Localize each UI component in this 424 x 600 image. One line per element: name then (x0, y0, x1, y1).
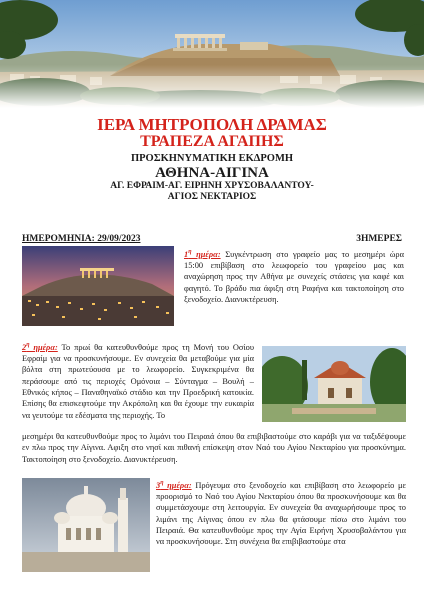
trip-duration: 3ΗΜΕΡΕΣ (356, 234, 402, 244)
day-2-text-a: Το πρωί θα κατευθυνθούμε προς τη Μονή του Οσίου Εφραίμ για να προσκυνήσουμε. Εν συνεχεία θα μεταβούμε για μία βόλτα στη πρωτεύουσα με το λεωφορείο. Συγκεκριμένα θα περάσουμε από τις περιοχές Ομόνοια – Σύνταγμα – Βουλή – Εθνικός κήπος – Παναθηναϊκό στάδιο και την Προεδρική κατοικία. Επίσης θα επισκεφτούμε την Ακρόπολη και θα έχουμε την ευκαιρία να γευτούμε τα εδέσματα της περιοχής. Το (22, 342, 254, 420)
day-1-paragraph (184, 247, 404, 305)
day-2-paragraph (22, 340, 254, 421)
title-metropolis: ΙΕΡΑ ΜΗΤΡΟΠΟΛΗ ΔΡΑΜΑΣ (97, 115, 327, 134)
day-1-label: $1^\eta$ ημέρα: (184, 249, 221, 259)
subtitle-trip-type: ΠΡΟΣΚΗΝΥΜΑΤΙΚΗ ΕΚΔΡΟΜΗ (130, 153, 294, 164)
day-2-label: $2^\eta$ ημέρα: (22, 342, 58, 352)
title-block (0, 116, 424, 203)
subtitle-saints-1: ΑΓ. ΕΦΡΑΙΜ-ΑΓ. ΕΙΡΗΝΗ ΧΡΥΣΟΒΑΛΑΝΤΟΥ- (110, 181, 314, 191)
saint-nektarios-church-photo (22, 478, 150, 572)
date-line (22, 234, 402, 244)
day-3-label: $3^\eta$ ημέρα: (156, 480, 192, 490)
header-banner-acropolis (0, 0, 424, 108)
day-3-text: Πρόγευμα στο ξενοδοχείο και επιβίβαση στο λεωφορείο με προορισμό το Ναό του Αγίου Νεκταρίου όπου θα προσκυνήσουμε και θα συμμετάσχουμε στη λειτουργία. Εν συνεχεία θα αναχωρήσουμε προς το λιμάνι της Αίγινας όπου εν πλω θα φτάσουμε πίσω στο λιμάνι του Πειραιά. Θα κατευθυνθούμε προς την Αγία Ειρήνη Χρυσοβαλάντου για να προσκυνήσουμε. Στη συνέχεια θα επιβιβαστούμε στα (156, 480, 407, 547)
day-3-paragraph (156, 478, 406, 548)
day-2-paragraph-continued (22, 431, 406, 465)
subtitle-saints-2: ΑΓΙΟΣ ΝΕΚΤΑΡΙΟΣ (167, 192, 257, 202)
trip-date: ΗΜΕΡΟΜΗΝΙΑ: 29/09/2023 (22, 234, 141, 244)
day-1-text: Συγκέντρωση στο γραφείο μας το μεσημέρι ώρα 15:00 επιβίβαση στο λεωφορείο του γραφείου μας και αναχώρηση προς την Αθήνα με συνεχείς στάσεις για καφέ και φαγητό. Το βράδυ πια άφιξη στη Ραφήνα και τακτοποίηση στο ξενοδοχείο. Διανυκτέρευση. (184, 249, 404, 304)
title-trapeza: ΤΡΑΠΕΖΑ ΑΓΑΠΗΣ (140, 133, 284, 150)
monastery-photo (262, 346, 406, 422)
subtitle-destination: ΑΘΗΝΑ-ΑΙΓΙΝΑ (155, 165, 269, 181)
athens-night-photo (22, 246, 174, 326)
day-2-text-b: μεσημέρι θα κατευθυνθούμε προς το λιμάνι του Πειραιά όπου θα επιβιβαστούμε στο καράβι για να ταξιδέψουμε εν πλω προς την Αίγινα. Αφιξη στο νησί και πιθανή επίσκεψη στον Ναό του Αγίου Νεκταρίου για προσκύνημα. Τακτοποίηση στο ξενοδοχείο. Διανυκτέρευση. (22, 432, 406, 464)
